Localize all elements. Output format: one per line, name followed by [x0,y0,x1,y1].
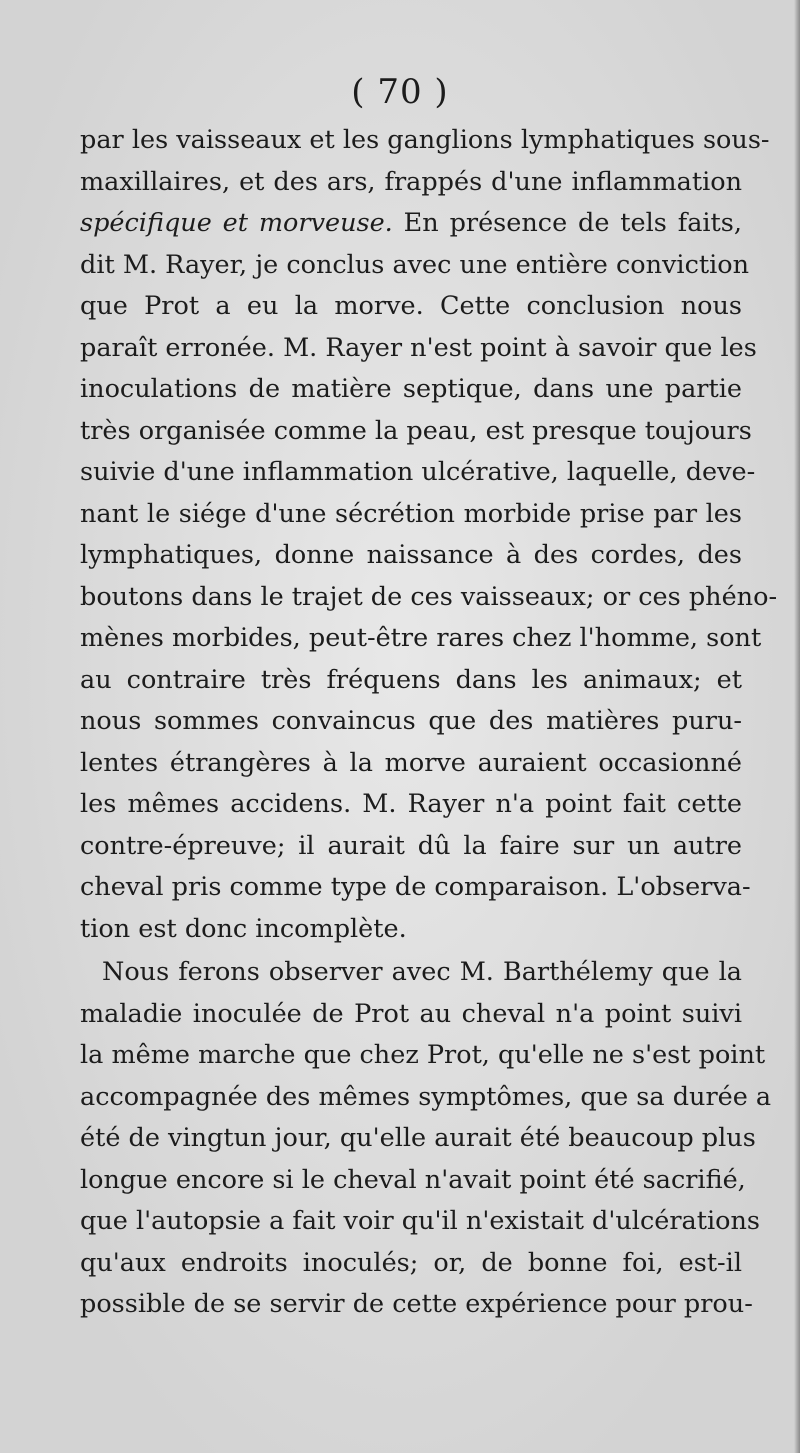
text-line: accompagnée des mêmes symptômes, que sa durée a [80,1081,772,1112]
text-line: été de vingtun jour, qu'elle aurait été beaucoup plus [80,1123,756,1153]
text-line: nous sommes convaincus que des matières puru- [80,706,742,736]
text-line: dit M. Rayer, je conclus avec une entière conviction [80,249,750,280]
paragraph-1 [80,120,778,950]
text-line: paraît erronée. M. Rayer n'est point à savoir que les [80,332,757,363]
text-line: lentes étrangères à la morve auraient occasionné [80,747,742,778]
text-line: Nous ferons observer avec M. Barthélemy que la [102,957,742,987]
paragraph-2 [80,952,772,1326]
text-line: la même marche que chez Prot, qu'elle ne s'est point [80,1040,766,1070]
text-line: au contraire très fréquens dans les animaux; et [80,664,742,695]
text-line: mènes morbides, peut-être rares chez l'homme, sont [80,623,762,653]
text-line: possible de se servir de cette expérience pour prou- [80,1289,753,1319]
text-line: suivie d'une inflammation ulcérative, laquelle, deve- [80,457,756,487]
body-text [80,120,778,1326]
text-line: tion est donc incomplète. [80,913,407,944]
page-number: ( 70 ) [351,72,449,112]
text-line: les mêmes accidens. M. Rayer n'a point fait cette [80,789,742,819]
text-line: lymphatiques, donne naissance à des cordes, des [80,540,742,570]
text-line: nant le siége d'une sécrétion morbide prise par les [80,498,742,529]
text-line: contre-épreuve; il aurait dû la faire sur un autre [80,830,742,861]
text-line: maxillaires, et des ars, frappés d'une inflammation [80,166,742,197]
text-line: cheval pris comme type de comparaison. L'observa- [80,872,751,902]
text-line: maladie inoculée de Prot au cheval n'a point suivi [80,998,742,1029]
text-line: que Prot a eu la morve. Cette conclusion nous [80,291,742,321]
text-line: très organisée comme la peau, est presque toujours [80,415,752,446]
text-line: qu'aux endroits inoculés; or, de bonne foi, est-il [80,1247,742,1278]
text-line: longue encore si le cheval n'avait point été sacrifié, [80,1164,746,1195]
text-line-italic: spécifique et morveuse. En présence de tels faits, [80,208,742,238]
text-line: par les vaisseaux et les ganglions lymphatiques sous- [80,125,770,155]
italic-phrase: spécifique et morveuse. [80,208,393,238]
text-line: que l'autopsie a fait voir qu'il n'existait d'ulcérations [80,1206,760,1236]
text-line: boutons dans le trajet de ces vaisseaux; or ces phéno- [80,581,778,612]
text-line: inoculations de matière septique, dans une partie [80,374,742,404]
